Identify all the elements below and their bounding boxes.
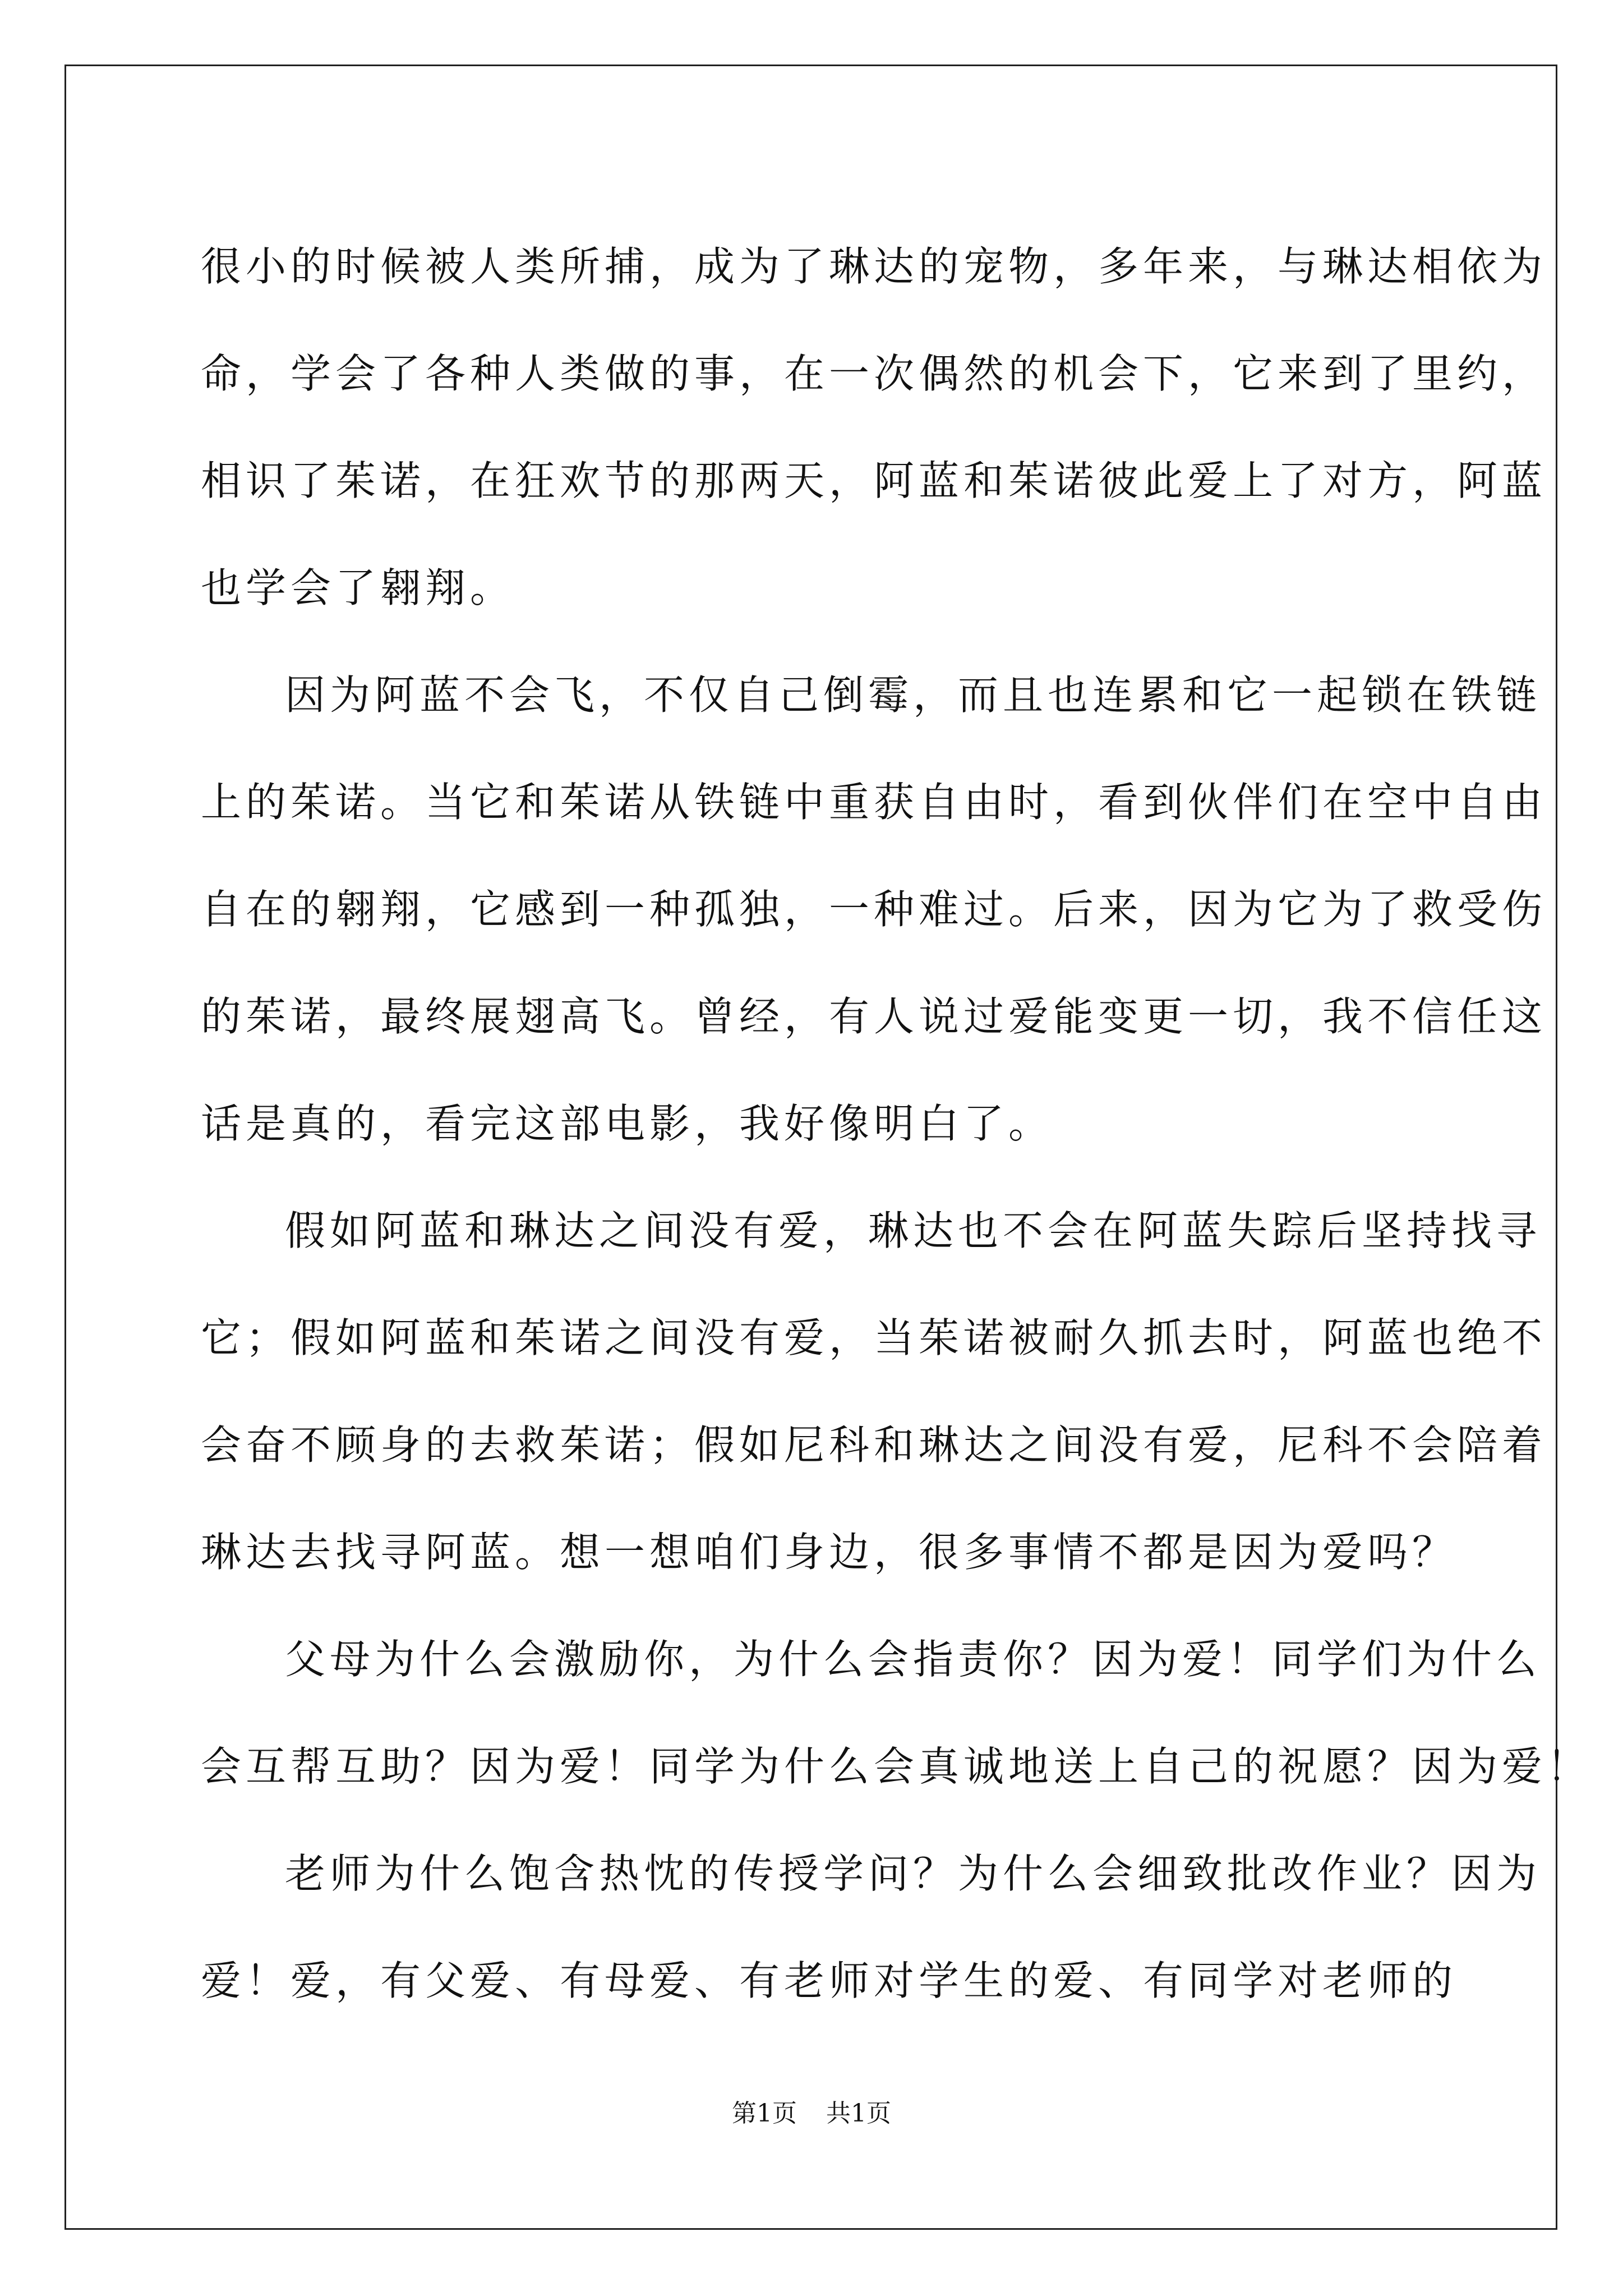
text-line: 会互帮互助？因为爱！同学为什么会真诚地送上自己的祝愿？因为爱！ [201,1743,1592,1790]
text-line: 也学会了翱翔。 [201,564,515,611]
text-line: 会奋不顾身的去救茱诺；假如尼科和琳达之间没有爱，尼科不会陪着 [201,1421,1547,1469]
page-total: 共1页 [826,2099,891,2128]
text-line: 琳达去找寻阿蓝。想一想咱们身边，很多事情不都是因为爱吗？ [201,1529,1458,1576]
text-line: 上的茱诺。当它和茱诺从铁链中重获自由时，看到伙伴们在空中自由 [201,779,1547,826]
text-line: 话是真的，看完这部电影，我好像明白了。 [201,1100,1054,1147]
text-line: 的茱诺，最终展翅高飞。曾经，有人说过爱能变更一切，我不信任这 [201,993,1547,1040]
text-line: 命，学会了各种人类做的事，在一次偶然的机会下，它来到了里约， [201,350,1547,397]
text-line: 因为阿蓝不会飞，不仅自己倒霉，而且也连累和它一起锁在铁链 [285,671,1542,719]
page-footer [0,2097,1623,2131]
text-line: 很小的时候被人类所捕，成为了琳达的宠物，多年来，与琳达相依为 [201,243,1547,290]
text-line: 自在的翱翔，它感到一种孤独，一种难过。后来，因为它为了救受伤 [201,886,1547,933]
text-line: 相识了茱诺，在狂欢节的那两天，阿蓝和茱诺彼此爱上了对方，阿蓝 [201,457,1547,504]
text-line: 它；假如阿蓝和茱诺之间没有爱，当茱诺被耐久抓去时，阿蓝也绝不 [201,1314,1547,1361]
document-body [201,213,1592,2035]
text-line: 老师为什么饱含热忱的传授学问？为什么会细致批改作业？因为 [285,1850,1542,1897]
text-line: 爱！爱，有父爱、有母爱、有老师对学生的爱、有同学对老师的 [201,1957,1458,2004]
page-number: 第1页 [732,2099,797,2128]
text-line: 假如阿蓝和琳达之间没有爱，琳达也不会在阿蓝失踪后坚持找寻 [285,1207,1542,1254]
text-line: 父母为什么会激励你，为什么会指责你？因为爱！同学们为什么 [285,1636,1542,1683]
